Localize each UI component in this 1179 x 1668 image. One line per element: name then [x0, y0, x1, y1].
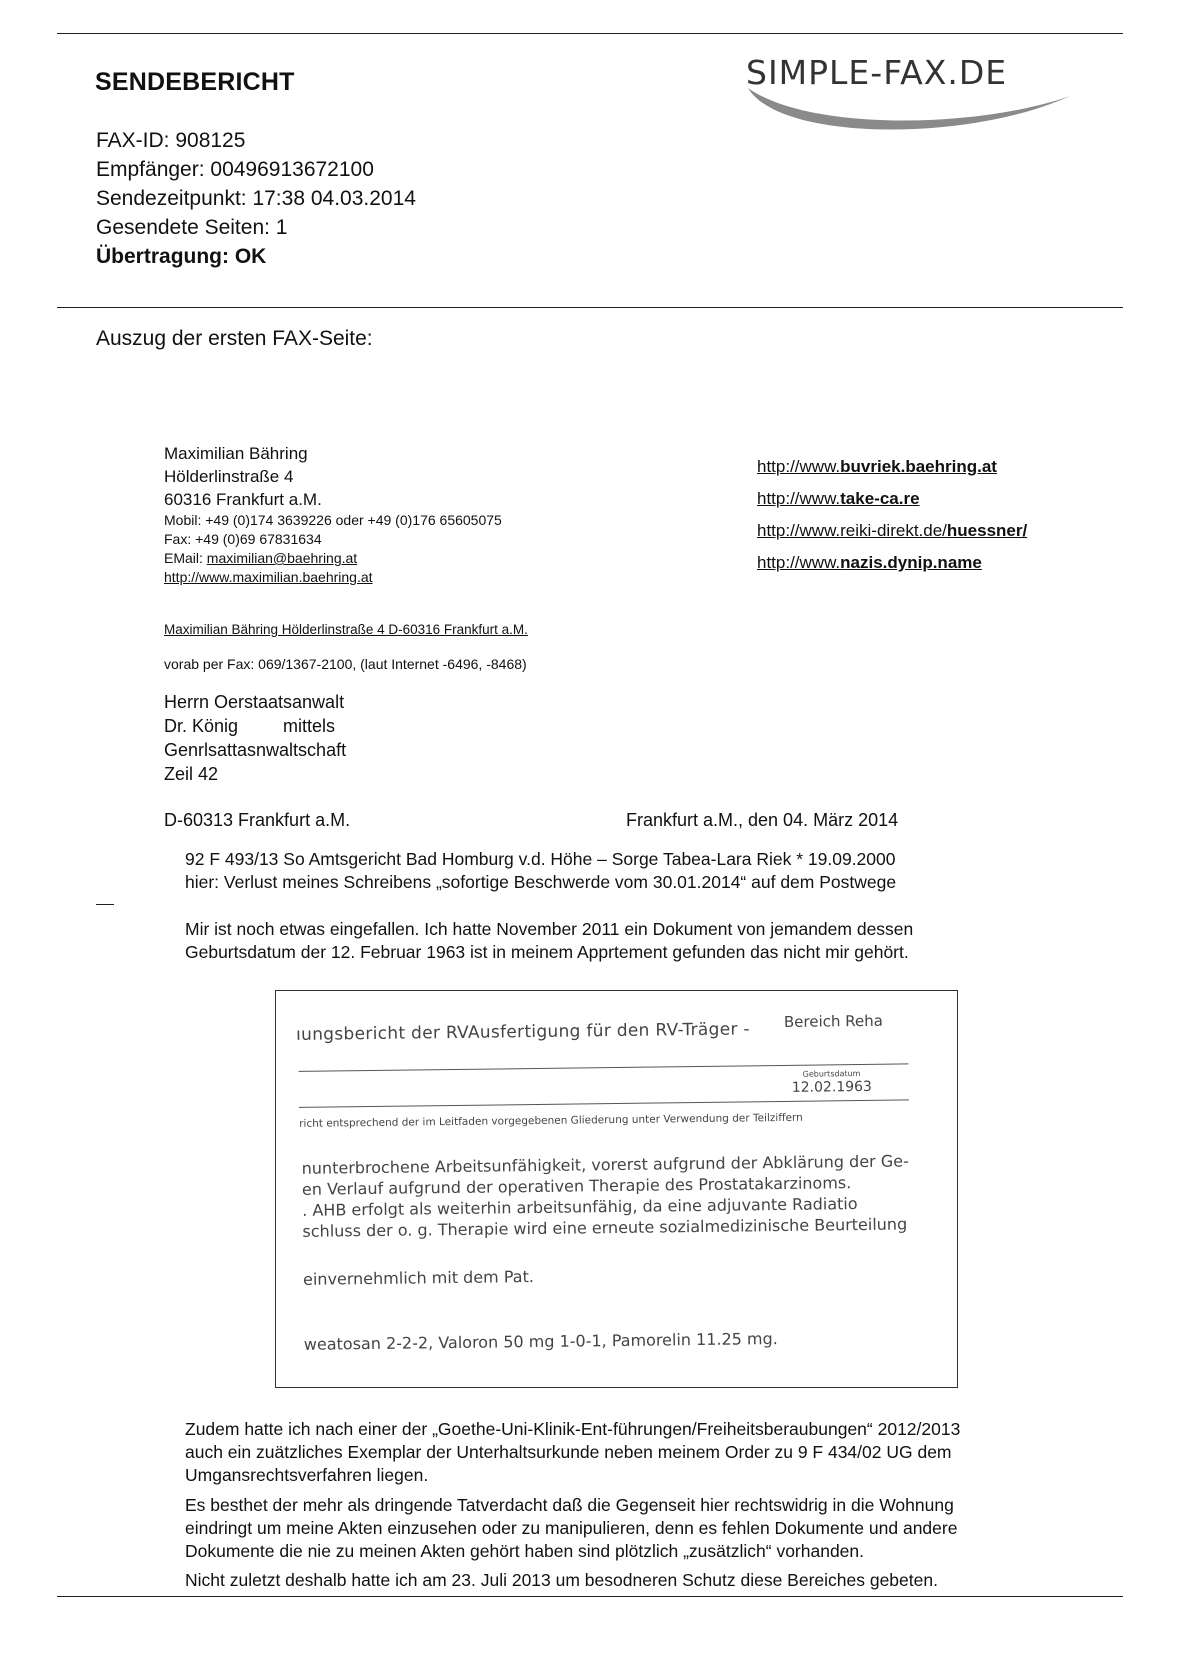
subject-line-1: 92 F 493/13 So Amtsgericht Bad Homburg v.d. Höhe – Sorge Tabea-Lara Riek * 19.09.2000: [185, 849, 896, 869]
fax-recipient: Empfänger: 00496913672100: [96, 158, 374, 181]
link-2[interactable]: http://www.take-ca.re: [757, 489, 920, 508]
paragraph-line: Mir ist noch etwas eingefallen. Ich hatte November 2011 ein Dokument von jemandem dessen: [185, 919, 914, 939]
sender-web-link[interactable]: http://www.maximilian.baehring.at: [164, 569, 373, 585]
sender-street: Hölderlinstraße 4: [164, 467, 294, 486]
scan-line: en Verlauf aufgrund der operativen Therapie des Prostatakarzinoms.: [301, 1173, 852, 1199]
logo-text: SIMPLE-FAX.DE: [746, 53, 1008, 92]
letter-date: Frankfurt a.M., den 04. März 2014: [626, 810, 899, 830]
paragraph-line: Umgansrechtsverfahren liegen.: [185, 1465, 429, 1485]
recipient-line: Herrn Oerstaatsanwalt: [164, 692, 345, 712]
paragraph-line: auch ein zuätzliches Exemplar der Unterhaltsurkunde neben meinem Order zu 9 F 434/02 UG dem: [185, 1442, 952, 1462]
paragraph-line: Geburtsdatum der 12. Februar 1963 ist in meinem Apprtement gefunden das nicht mir gehört.: [185, 942, 909, 962]
sender-fax: Fax: +49 (0)69 67831634: [164, 531, 322, 547]
paragraph-line: Dokumente die nie zu meinen Akten gehört haben sind plötzlich „zusätzlich“ vorhanden.: [185, 1541, 865, 1561]
paragraph-1: [185, 918, 913, 964]
scan-line: . AHB erfolgt als weiterhin arbeitsunfähig, da eine adjuvante Radiatio: [302, 1194, 858, 1220]
recipient-line: Dr. König mittels: [164, 716, 336, 736]
sender-name: Maximilian Bähring: [164, 444, 308, 463]
recipient-city: D-60313 Frankfurt a.M.: [164, 810, 351, 830]
scan-line: einvernehmlich mit dem Pat.: [302, 1267, 534, 1289]
recipient-block: [164, 690, 346, 786]
sender-city: 60316 Frankfurt a.M.: [164, 490, 322, 509]
margin-dash: [96, 904, 114, 905]
sender-email-link[interactable]: maximilian@baehring.at: [206, 550, 358, 566]
scan-birth-label: Geburtsdatum: [802, 1069, 861, 1079]
fax-id: FAX-ID: 908125: [96, 129, 246, 152]
sender-email-label: EMail:: [164, 550, 207, 566]
report-title: SENDEBERICHT: [95, 68, 295, 96]
scan-birth-date: 12.02.1963: [791, 1078, 873, 1096]
paragraph-3: [185, 1494, 957, 1563]
scan-content: [275, 990, 958, 1388]
sender-email-row: [164, 549, 502, 568]
paragraph-line: Zudem hatte ich nach einer der „Goethe-Uni-Klinik-Ent-führungen/Freiheitsberaubungen“ 2012/2013: [185, 1419, 961, 1439]
link-1[interactable]: http://www.buvriek.baehring.at: [757, 457, 997, 476]
excerpt-label: Auszug der ersten FAX-Seite:: [96, 327, 373, 350]
paragraph-line: Es besthet der mehr als dringende Tatverdacht daß die Gegenseit hier rechtswidrig in die Wohnung: [185, 1495, 954, 1515]
link-3[interactable]: http://www.reiki-direkt.de/huessner/: [757, 521, 1028, 540]
bottom-rule: [57, 1596, 1123, 1597]
middle-rule: [57, 307, 1123, 308]
recipient-line: Zeil 42: [164, 764, 219, 784]
links-block: [757, 451, 1027, 579]
subject-line-2: hier: Verlust meines Schreibens „sofortige Beschwerde vom 30.01.2014“ auf dem Postwege: [185, 872, 897, 892]
sender-mobile: Mobil: +49 (0)174 3639226 oder +49 (0)176 65605075: [164, 512, 502, 528]
scan-line: weatosan 2-2-2, Valoron 50 mg 1-0-1, Pamorelin 11.25 mg.: [303, 1329, 778, 1354]
scan-header: ıungsbericht der RVAusfertigung für den RV-Träger -: [295, 1019, 750, 1045]
pre-fax-line: vorab per Fax: 069/1367-2100, (laut Internet -6496, -8468): [164, 656, 527, 672]
paragraph-4: Nicht zuletzt deshalb hatte ich am 23. Juli 2013 um besodneren Schutz diese Bereiches gebeten.: [185, 1570, 938, 1590]
scan-line: schluss der o. g. Therapie wird eine erneute sozialmedizinische Beurteilung: [302, 1214, 908, 1241]
fax-info: [96, 126, 416, 271]
scan-header-right: Bereich Reha: [783, 1011, 884, 1031]
link-4[interactable]: http://www.nazis.dynip.name: [757, 553, 982, 572]
subject-block: [185, 848, 896, 894]
paragraph-2: [185, 1418, 960, 1487]
scan-body: [302, 1150, 910, 1241]
pages-sent: Gesendete Seiten: 1: [96, 216, 288, 239]
recipient-line: Genrlsattasnwaltschaft: [164, 740, 347, 760]
send-time: Sendezeitpunkt: 17:38 04.03.2014: [96, 187, 416, 210]
sender-block: [164, 442, 502, 587]
scanned-document-image: [275, 990, 958, 1388]
transmission-status: Übertragung: OK: [96, 245, 267, 268]
scan-note: richt entsprechend der im Leitfaden vorgegebenen Gliederung unter Verwendung der Teilziffern: [299, 1111, 803, 1130]
return-address: Maximilian Bähring Hölderlinstraße 4 D-60316 Frankfurt a.M.: [164, 622, 528, 637]
paragraph-line: eindringt um meine Akten einzusehen oder zu manipulieren, denn es fehlen Dokumente und andere: [185, 1518, 958, 1538]
simple-fax-logo: [740, 50, 1105, 140]
scan-rule: [299, 1099, 909, 1107]
top-rule: [57, 33, 1123, 34]
scan-line: nunterbrochene Arbeitsunfähigkeit, vorerst aufgrund der Abklärung der Ge-: [301, 1151, 909, 1178]
